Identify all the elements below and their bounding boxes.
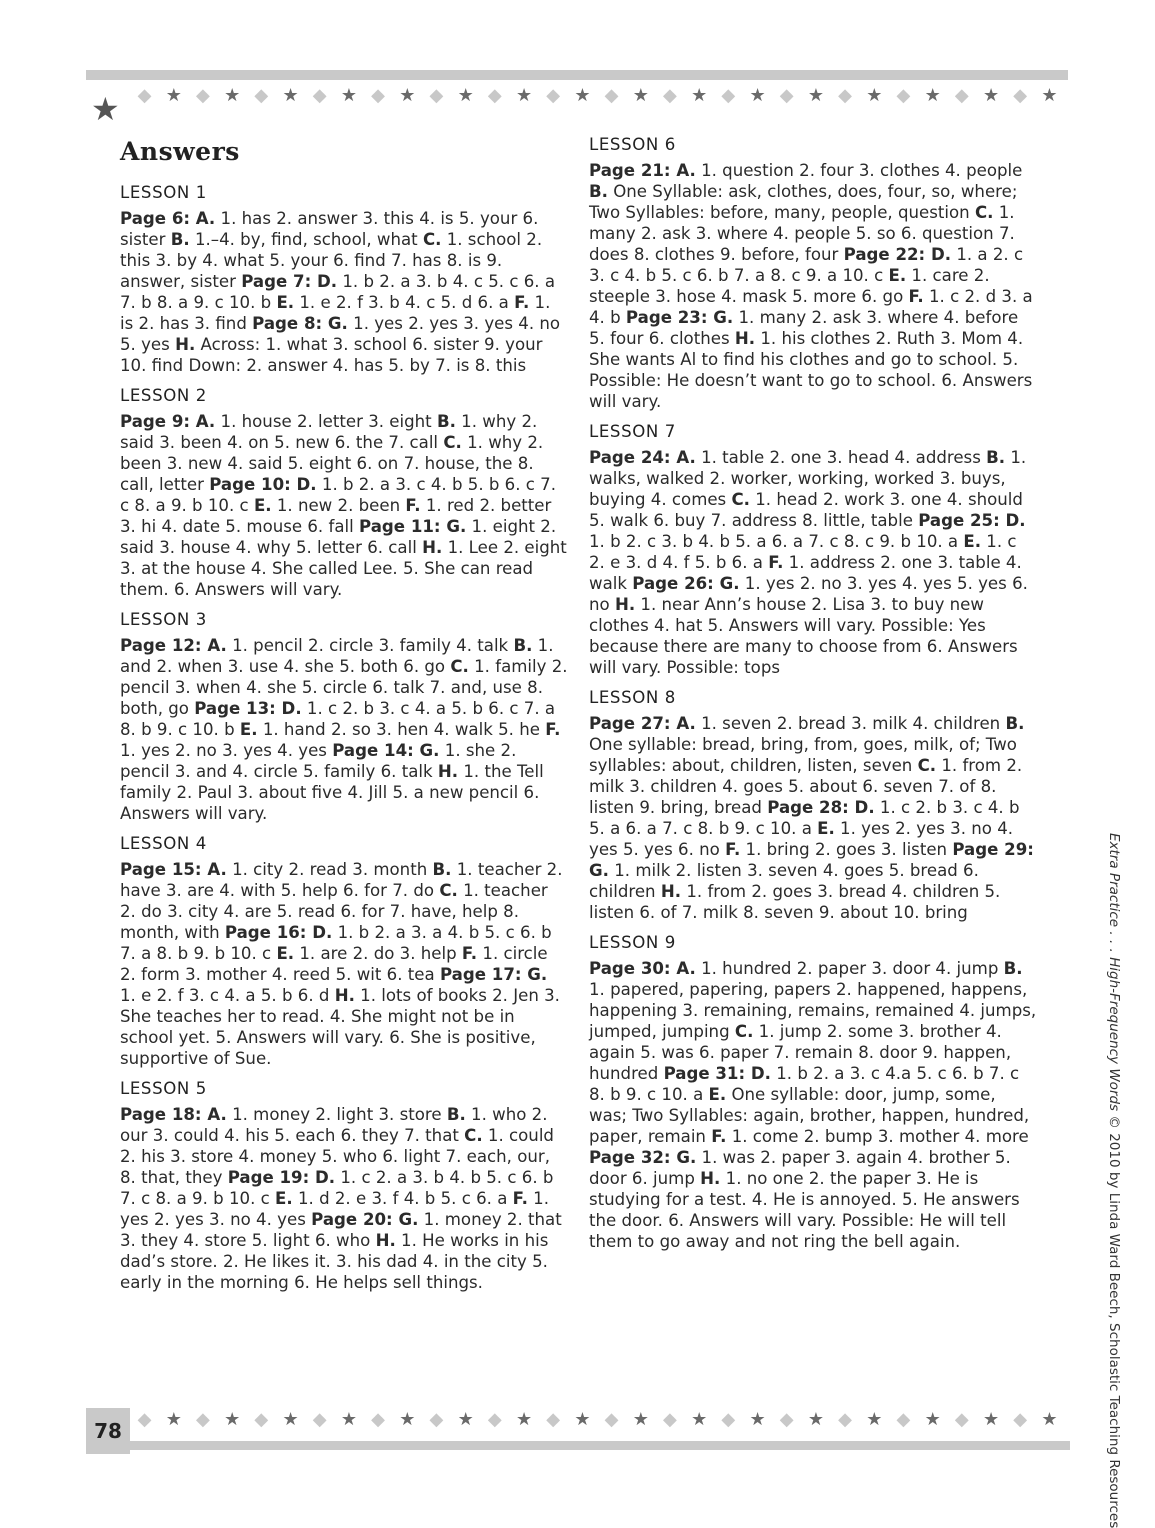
- answer-label: C.: [443, 433, 462, 452]
- answer-text: 1. could 2. his 3. store 4. money 5. who 6. light 7. each, our, 8. that, they: [120, 1126, 554, 1187]
- answer-text: 1. He works in his dad’s store. 2. He likes it. 3. his dad 4. in the city 5. early in the morning 6. He helps sell things.: [120, 1231, 549, 1292]
- diamond-icon: ◆: [721, 85, 736, 106]
- left-lessons: [120, 182, 568, 1293]
- answer-label: E.: [276, 944, 295, 963]
- lesson-answers: [120, 208, 568, 376]
- lesson-block: [589, 134, 1037, 412]
- answer-label: Page 31: D.: [663, 1064, 771, 1083]
- star-icon: ★: [574, 85, 591, 106]
- answer-label: F.: [908, 287, 924, 306]
- star-icon: ★: [632, 85, 649, 106]
- lesson-heading: LESSON 2: [120, 386, 207, 405]
- diamond-icon: ◆: [371, 1409, 386, 1430]
- answer-label: E.: [888, 266, 907, 285]
- answer-text: 1. has 2. answer 3. this 4. is 5. your 6. sister: [120, 209, 539, 249]
- answer-label: E.: [253, 496, 272, 515]
- answer-text: 1. yes 2. no 3. yes 4. yes 5. yes 6. no: [589, 574, 1028, 614]
- answer-text: 1. seven 2. bread 3. milk 4. children: [695, 714, 1006, 733]
- answer-label: C.: [731, 490, 750, 509]
- answer-text: One syllable: door, jump, some, was; Two Syllables: again, brother, happen, hundred, paper, remain: [589, 1085, 1030, 1146]
- star-icon: ★: [282, 85, 299, 106]
- answer-text: 1. c 2. b 3. c 4. b 5. a 6. a 7. c 8. b 9. c 10. a: [589, 798, 1020, 838]
- lesson-answers: [120, 635, 568, 824]
- answer-text: 1. she 2. pencil 3. and 4. circle 5. family 6. talk: [120, 741, 517, 781]
- lesson-heading: LESSON 4: [120, 834, 207, 853]
- star-icon: ★: [866, 85, 883, 106]
- page-number-box: [86, 1408, 130, 1454]
- star-icon: ★: [866, 1409, 883, 1430]
- top-border-bar: [86, 70, 1068, 80]
- star-icon: ★: [515, 85, 533, 106]
- diamond-icon: ◆: [663, 1409, 677, 1430]
- side-copyright-text: [1106, 833, 1122, 1528]
- answer-text: 1. from 2. milk 3. children 4. goes 5. about 6. seven 7. of 8. listen 9. bring, bread: [589, 756, 1023, 817]
- answer-label: B.: [513, 636, 533, 655]
- star-icon: ★: [924, 85, 941, 106]
- answer-label: Page 12: A.: [120, 636, 227, 655]
- answer-text: 1. house 2. letter 3. eight: [215, 412, 437, 431]
- diamond-icon: ◆: [954, 1409, 969, 1430]
- answer-label: Page 30: A.: [589, 959, 696, 978]
- answer-text: 1. walks, walked 2. worker, working, worked 3. buys, buying 4. comes: [589, 448, 1027, 509]
- answer-label: Page 17: G.: [439, 965, 548, 984]
- diamond-icon: ◆: [1013, 85, 1028, 106]
- answer-label: C.: [734, 1022, 754, 1041]
- answer-text: 1. why 2. said 3. been 4. on 5. new 6. the 7. call: [120, 412, 538, 452]
- answer-label: B.: [986, 448, 1006, 467]
- diamond-icon: ◆: [312, 1409, 327, 1430]
- answer-text: 1. b 2. a 3. a 4. b 5. c 6. b 7. a 8. b 9. b 10. c: [120, 923, 552, 963]
- answer-label: Page 27: A.: [589, 714, 696, 733]
- diamond-icon: ◆: [721, 1409, 736, 1430]
- answer-text: 1. many 2. ask 3. where 4. people 5. so 6. question 7. does 8. clothes 9. before, four: [589, 203, 1015, 264]
- lesson-block: [589, 687, 1037, 923]
- answer-text: 1. come 2. bump 3. mother 4. more: [726, 1127, 1029, 1146]
- right-lessons: [589, 134, 1037, 1252]
- answer-text: 1. c 2. d 3. a 4. b: [589, 287, 1033, 327]
- answer-text: 1. from 2. goes 3. bread 4. children 5. listen 6. of 7. milk 8. seven 9. about 10. bring: [589, 882, 1001, 922]
- answer-text: 1. b 2. c 3. b 4. b 5. a 6. a 7. c 8. c 9. b 10. a: [589, 532, 964, 551]
- diamond-icon: ◆: [779, 1409, 794, 1430]
- diamond-icon: ◆: [604, 85, 619, 106]
- answer-label: C.: [917, 756, 937, 775]
- diamond-icon: ◆: [429, 1409, 444, 1430]
- star-icon: ★: [282, 1409, 299, 1430]
- answer-text: 1. yes 2. yes 3. no 4. yes: [120, 1189, 549, 1229]
- answer-label: H.: [734, 329, 756, 348]
- lesson-answers: [120, 1104, 568, 1293]
- diamond-icon: ◆: [546, 85, 561, 106]
- diamond-icon: ◆: [1013, 1409, 1028, 1430]
- star-icon: ★: [457, 85, 474, 106]
- corner-star-icon: ★: [91, 90, 120, 128]
- star-icon: ★: [924, 1409, 941, 1430]
- lesson-answers: [120, 411, 568, 600]
- diamond-icon: ◆: [312, 85, 327, 106]
- answer-label: C.: [450, 657, 469, 676]
- star-icon: ★: [982, 85, 1000, 106]
- side-note-book-title: Extra Practice . . . High-Frequency Words: [1106, 833, 1122, 1112]
- answer-label: H.: [660, 882, 682, 901]
- lesson-block: [120, 609, 568, 824]
- diamond-icon: ◆: [604, 1409, 619, 1430]
- answer-label: E.: [275, 1189, 293, 1208]
- answer-text: 1. e 2. f 3. b 4. c 5. d 6. a: [294, 293, 515, 312]
- answer-text: 1. money 2. that 3. they 4. store 5. light 6. who: [120, 1210, 562, 1250]
- answer-label: B.: [432, 860, 452, 879]
- diamond-icon: ◆: [779, 85, 794, 106]
- answer-label: H.: [700, 1169, 721, 1188]
- answer-label: B.: [589, 182, 608, 201]
- answer-label: E.: [963, 532, 982, 551]
- answer-label: F.: [512, 1189, 528, 1208]
- answer-text: 1. teacher 2. have 3. are 4. with 5. help 6. for 7. do: [120, 860, 563, 900]
- answer-text: 1. circle 2. form 3. mother 4. reed 5. wit 6. tea: [120, 944, 548, 984]
- answer-text: 1. money 2. light 3. store: [226, 1105, 447, 1124]
- right-column: [589, 134, 1037, 1261]
- answer-text: 1. c 2. e 3. d 4. f 5. b 6. a: [589, 532, 1017, 572]
- page-title: Answers: [120, 137, 240, 166]
- answer-text: 1. eight 2. said 3. house 4. why 5. letter 6. call: [120, 517, 557, 557]
- answer-label: F.: [768, 553, 784, 572]
- answer-text: 1. pencil 2. circle 3. family 4. talk: [226, 636, 514, 655]
- star-icon: ★: [1041, 1409, 1058, 1430]
- answer-text: 1. new 2. been: [271, 496, 406, 515]
- lesson-answers: [589, 447, 1037, 678]
- lesson-block: [589, 421, 1037, 678]
- answer-text: 1. are 2. do 3. help: [294, 944, 462, 963]
- lesson-block: [589, 932, 1037, 1252]
- answer-text: 1. was 2. paper 3. again 4. brother 5. door 6. jump: [589, 1148, 1011, 1188]
- answer-label: Page 16: D.: [224, 923, 333, 942]
- answer-text: 1. a 2. c 3. c 4. b 5. c 6. b 7. a 8. c 9. a 10. c: [589, 245, 1024, 285]
- star-icon: ★: [807, 1409, 824, 1430]
- answer-label: F.: [405, 496, 421, 515]
- answer-text: 1. papered, papering, papers 2. happened, happens, happening 3. remaining, remains, remained 4. jumps, jumped, jumping: [589, 980, 1037, 1041]
- star-icon: ★: [399, 1409, 416, 1430]
- answer-label: Page 21: A.: [589, 161, 696, 180]
- answer-text: 1.–4. by, find, school, what: [189, 230, 423, 249]
- star-icon: ★: [340, 85, 357, 106]
- lesson-block: [120, 833, 568, 1069]
- star-icon: ★: [632, 1409, 649, 1430]
- star-icon: ★: [165, 1409, 182, 1430]
- diamond-icon: ◆: [896, 1409, 911, 1430]
- diamond-icon: ◆: [254, 85, 269, 106]
- answer-label: B.: [1003, 959, 1023, 978]
- star-icon: ★: [574, 1409, 591, 1430]
- diamond-icon: ◆: [137, 1409, 152, 1430]
- lesson-heading: LESSON 7: [589, 422, 676, 441]
- answer-label: C.: [974, 203, 994, 222]
- answer-text: 1. jump 2. some 3. brother 4. again 5. was 6. paper 7. remain 8. door 9. happen, hundred: [589, 1022, 1012, 1083]
- answer-text: Across: 1. what 3. school 6. sister 9. your 10. find Down: 2. answer 4. has 5. by 7. is 8. this: [120, 335, 543, 375]
- lesson-answers: [589, 713, 1037, 923]
- answer-text: 1. is 2. has 3. find: [120, 293, 551, 333]
- star-icon: ★: [691, 85, 708, 106]
- answer-text: 1. his clothes 2. Ruth 3. Mom 4. She wants Al to find his clothes and go to school. 5. Possible: He doesn’t want to go to school. 6. Answers will vary.: [589, 329, 1033, 411]
- answer-label: Page 22: D.: [843, 245, 952, 264]
- answer-label: Page 8: G.: [252, 314, 348, 333]
- answer-label: E.: [817, 819, 835, 838]
- lesson-heading: LESSON 5: [120, 1079, 207, 1098]
- page-number: 78: [94, 1419, 122, 1443]
- answer-label: Page 25: D.: [918, 511, 1026, 530]
- star-icon: ★: [749, 1409, 766, 1430]
- diamond-icon: ◆: [196, 85, 210, 106]
- answer-label: E.: [276, 293, 295, 312]
- answer-label: Page 11: G.: [359, 517, 467, 536]
- answer-label: E.: [708, 1085, 727, 1104]
- answer-label: Page 18: A.: [120, 1105, 227, 1124]
- answer-text: 1. no one 2. the paper 3. He is studying for a test. 4. He is annoyed. 5. He answers the door. 6. Answers will vary. Possible: He will tell them to go away and not ring the bell again.: [589, 1169, 1020, 1251]
- side-copyright: [1106, 833, 1126, 1528]
- star-icon: ★: [224, 85, 241, 106]
- diamond-icon: ◆: [954, 85, 969, 106]
- lesson-answers: [589, 958, 1037, 1252]
- answer-label: Page 13: D.: [194, 699, 302, 718]
- diamond-icon: ◆: [838, 85, 853, 106]
- answer-label: Page 15: A.: [120, 860, 227, 879]
- diamond-icon: ◆: [254, 1409, 269, 1430]
- answer-text: 1. e 2. f 3. c 4. a 5. b 6. d: [120, 986, 335, 1005]
- lesson-heading: LESSON 6: [589, 135, 676, 154]
- lesson-heading: LESSON 8: [589, 688, 676, 707]
- answer-label: Page 10: D.: [209, 475, 317, 494]
- star-icon: ★: [224, 1409, 241, 1430]
- lesson-block: [120, 1078, 568, 1293]
- answer-label: Page 19: D.: [227, 1168, 336, 1187]
- diamond-icon: ◆: [196, 1409, 210, 1430]
- answer-text: 1. near Ann’s house 2. Lisa 3. to buy new clothes 4. hat 5. Answers will vary. Possible: Yes because there are many to choose from 6. Answers will vary. Possible: tops: [589, 595, 1018, 677]
- lesson-block: [120, 385, 568, 600]
- diamond-icon: ◆: [546, 1409, 561, 1430]
- answer-text: 1. yes 2. no 3. yes 4. yes: [120, 741, 333, 760]
- answer-text: 1. yes 2. yes 3. no 4. yes 5. yes 6. no: [589, 819, 1014, 859]
- answer-label: C.: [422, 230, 442, 249]
- answer-label: Page 14: G.: [332, 741, 440, 760]
- bottom-border-bar: [130, 1441, 1070, 1450]
- answer-label: Page 9: A.: [120, 412, 216, 431]
- answer-label: H.: [175, 335, 196, 354]
- diamond-icon: ◆: [838, 1409, 853, 1430]
- answer-label: Page 6: A.: [120, 209, 216, 228]
- answer-label: F.: [725, 840, 741, 859]
- answer-label: F.: [461, 944, 478, 963]
- answer-text: 1. d 2. e 3. f 4. b 5. c 6. a: [292, 1189, 513, 1208]
- lesson-heading: LESSON 3: [120, 610, 207, 629]
- answer-label: Page 23: G.: [625, 308, 734, 327]
- star-icon: ★: [457, 1409, 474, 1430]
- answer-text: 1. teacher 2. do 3. city 4. are 5. read 6. for 7. have, help 8. month, with: [120, 881, 548, 942]
- answer-text: 1. c 2. a 3. b 4. b 5. c 6. b 7. c 8. a 9. b 10. c: [120, 1168, 554, 1208]
- bottom-ornament-row: [130, 1411, 1064, 1429]
- diamond-icon: ◆: [487, 1409, 502, 1430]
- star-icon: ★: [807, 85, 824, 106]
- star-icon: ★: [515, 1409, 533, 1430]
- answer-label: F.: [545, 720, 561, 739]
- star-icon: ★: [691, 1409, 708, 1430]
- answer-text: 1. table 2. one 3. head 4. address: [695, 448, 987, 467]
- answer-text: 1. hand 2. so 3. hen 4. walk 5. he: [257, 720, 546, 739]
- answer-text: 1. yes 2. yes 3. yes 4. no 5. yes: [120, 314, 561, 354]
- answer-label: F.: [514, 293, 530, 312]
- answer-text: 1. question 2. four 3. clothes 4. people: [695, 161, 1023, 180]
- star-icon: ★: [982, 1409, 1000, 1430]
- answer-label: Page 20: G.: [311, 1210, 419, 1229]
- answer-text: 1. head 2. work 3. one 4. should 5. walk 6. buy 7. address 8. little, table: [589, 490, 1023, 530]
- diamond-icon: ◆: [137, 85, 152, 106]
- answer-text: 1. Lee 2. eight 3. at the house 4. She called Lee. 5. She can read them. 6. Answers will vary.: [120, 538, 567, 599]
- answer-text: 1. lots of books 2. Jen 3. She teaches her to read. 4. She might not be in school yet. 5. Answers will vary. 6. She is positive, supportive of Sue.: [120, 986, 560, 1068]
- answer-label: C.: [464, 1126, 483, 1145]
- diamond-icon: ◆: [487, 85, 502, 106]
- answer-text: 1. city 2. read 3. month: [226, 860, 433, 879]
- answer-text: 1. c 2. b 3. c 4. a 5. b 6. c 7. a 8. b 9. c 10. b: [120, 699, 556, 739]
- answer-label: H.: [614, 595, 636, 614]
- answer-label: Page 24: A.: [589, 448, 696, 467]
- answer-label: B.: [170, 230, 190, 249]
- diamond-icon: ◆: [663, 85, 677, 106]
- answer-label: H.: [437, 762, 459, 781]
- answer-text: 1. bring 2. goes 3. listen: [740, 840, 953, 859]
- answer-text: 1. who 2. our 3. could 4. his 5. each 6. they 7. that: [120, 1105, 548, 1145]
- answer-label: B.: [446, 1105, 466, 1124]
- answer-label: H.: [334, 986, 355, 1005]
- answer-label: C.: [439, 881, 458, 900]
- answer-text: 1. address 2. one 3. table 4. walk: [589, 553, 1022, 593]
- diamond-icon: ◆: [896, 85, 911, 106]
- answer-text: 1. many 2. ask 3. where 4. before 5. four 6. clothes: [589, 308, 1019, 348]
- side-note-credit: © 2010 by Linda Ward Beech, Scholastic Teaching Resources: [1106, 1111, 1122, 1528]
- answer-text: 1. why 2. been 3. new 4. said 5. eight 6. on 7. house, the 8. call, letter: [120, 433, 544, 494]
- answer-text: One Syllable: ask, clothes, does, four, so, where; Two Syllables: before, many, people, question: [589, 182, 1018, 222]
- answer-text: 1. hundred 2. paper 3. door 4. jump: [695, 959, 1004, 978]
- lesson-answers: [120, 859, 568, 1069]
- answer-label: E.: [239, 720, 258, 739]
- answer-label: Page 29: G.: [589, 840, 1034, 880]
- star-icon: ★: [165, 85, 182, 106]
- star-icon: ★: [340, 1409, 357, 1430]
- lesson-block: [120, 182, 568, 376]
- lesson-answers: [589, 160, 1037, 412]
- answer-label: Page 28: D.: [767, 798, 875, 817]
- star-icon: ★: [1041, 85, 1058, 106]
- answer-text: 1. care 2. steeple 3. hose 4. mask 5. more 6. go: [589, 266, 990, 306]
- answer-label: Page 7: D.: [241, 272, 338, 291]
- answer-text: 1. b 2. a 3. c 4. b 5. b 6. c 7. c 8. a 9. b 10. c: [120, 475, 557, 515]
- lesson-heading: LESSON 9: [589, 933, 676, 952]
- answer-label: B.: [436, 412, 456, 431]
- diamond-icon: ◆: [371, 85, 386, 106]
- answer-label: Page 26: G.: [632, 574, 740, 593]
- answer-label: H.: [422, 538, 443, 557]
- answer-label: Page 32: G.: [589, 1148, 697, 1167]
- diamond-icon: ◆: [429, 85, 444, 106]
- answer-text: 1. b 2. a 3. b 4. c 5. c 6. a 7. b 8. a 9. c 10. b: [120, 272, 556, 312]
- answer-label: F.: [711, 1127, 727, 1146]
- answer-text: 1. the Tell family 2. Paul 3. about five 4. Jill 5. a new pencil 6. Answers will vary.: [120, 762, 544, 823]
- answer-text: 1. school 2. this 3. by 4. what 5. your 6. find 7. has 8. is 9. answer, sister: [120, 230, 543, 291]
- star-icon: ★: [749, 85, 766, 106]
- answer-text: 1. family 2. pencil 3. when 4. she 5. circle 6. talk 7. and, use 8. both, go: [120, 657, 568, 718]
- top-ornament-row: [130, 87, 1064, 105]
- lesson-heading: LESSON 1: [120, 183, 207, 202]
- answer-text: 1. and 2. when 3. use 4. she 5. both 6. go: [120, 636, 554, 676]
- answer-text: 1. red 2. better 3. hi 4. date 5. mouse 6. fall: [120, 496, 552, 536]
- star-icon: ★: [399, 85, 416, 106]
- answer-label: B.: [1005, 714, 1025, 733]
- left-column: [120, 138, 568, 1302]
- answer-text: 1. milk 2. listen 3. seven 4. goes 5. bread 6. children: [589, 861, 979, 901]
- answer-label: H.: [375, 1231, 396, 1250]
- answer-text: One syllable: bread, bring, from, goes, milk, of; Two syllables: about, children, listen, seven: [589, 735, 1017, 775]
- answer-text: 1. b 2. a 3. c 4.a 5. c 6. b 7. c 8. b 9. c 10. a: [589, 1064, 1020, 1104]
